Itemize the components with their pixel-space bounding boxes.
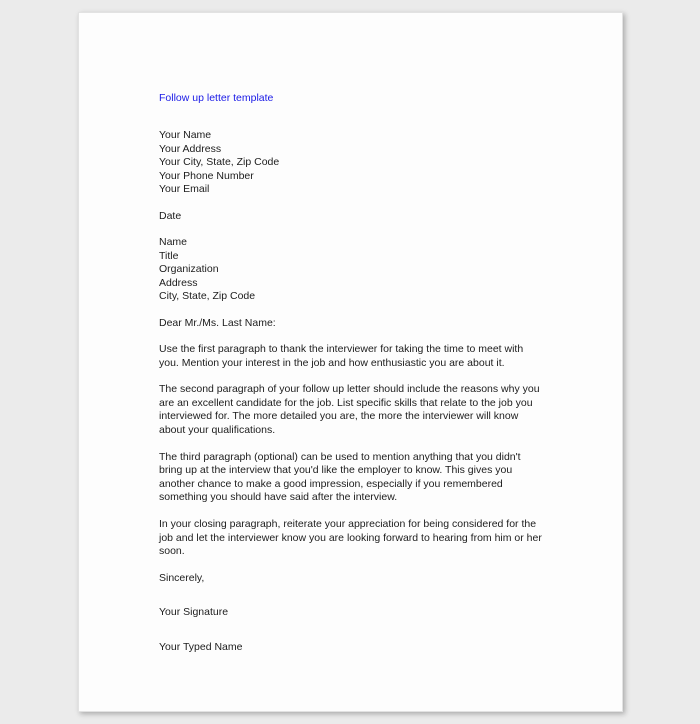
spacer — [159, 304, 544, 317]
sender-line: Your City, State, Zip Code — [159, 156, 280, 168]
recipient-line: Title — [159, 249, 179, 262]
recipient-line: Name — [159, 236, 188, 248]
closing-line: Sincerely, — [159, 571, 205, 584]
recipient-address-block — [159, 236, 544, 304]
date-line: Date — [159, 209, 182, 222]
spacer — [159, 620, 544, 641]
date-block — [159, 210, 544, 224]
document-title: Follow up letter template — [159, 92, 274, 104]
typed-name-line: Your Typed Name — [159, 640, 243, 653]
signature-line: Your Signature — [159, 606, 229, 619]
recipient-line: City, State, Zip Code — [159, 290, 256, 302]
sender-line: Your Address — [159, 142, 222, 155]
spacer — [159, 197, 544, 210]
recipient-line: Organization — [159, 263, 219, 275]
spacer — [159, 505, 544, 518]
spacer — [159, 559, 544, 572]
body-paragraph-1: Use the first paragraph to thank the interviewer for taking the time to meet with you. Mention your interest in the job and how enthusiastic you are about it. — [159, 343, 524, 369]
body-paragraph-2: The second paragraph of your follow up letter should include the reasons why you are an excellent candidate for the job. List specific skills that relate to the job you interviewed for. The more detailed you are, the more the interviewer will know about your qualifications. — [159, 383, 540, 436]
sender-address-block — [159, 129, 544, 197]
sender-line: Your Name — [159, 129, 212, 141]
body-paragraph-4: In your closing paragraph, reiterate your appreciation for being considered for the job and let the interviewer know you are looking forward to hearing from him or her soon. — [159, 517, 542, 558]
sender-line: Your Email — [159, 183, 210, 195]
salutation: Dear Mr./Ms. Last Name: — [159, 316, 276, 329]
salutation-block — [159, 317, 544, 331]
spacer — [159, 330, 544, 343]
spacer — [159, 438, 544, 451]
spacer — [159, 585, 544, 606]
letter-document — [78, 12, 623, 712]
spacer — [159, 370, 544, 383]
letter-body — [159, 91, 544, 654]
spacer — [159, 223, 544, 236]
body-paragraph-3: The third paragraph (optional) can be used to mention anything that you didn't bring up at the interview that you'd like the employer to know. This gives you another chance to make a good impression, especially if you remembered something you should have said after the interview. — [159, 450, 521, 504]
recipient-line: Address — [159, 276, 198, 289]
sender-line: Your Phone Number — [159, 169, 254, 182]
